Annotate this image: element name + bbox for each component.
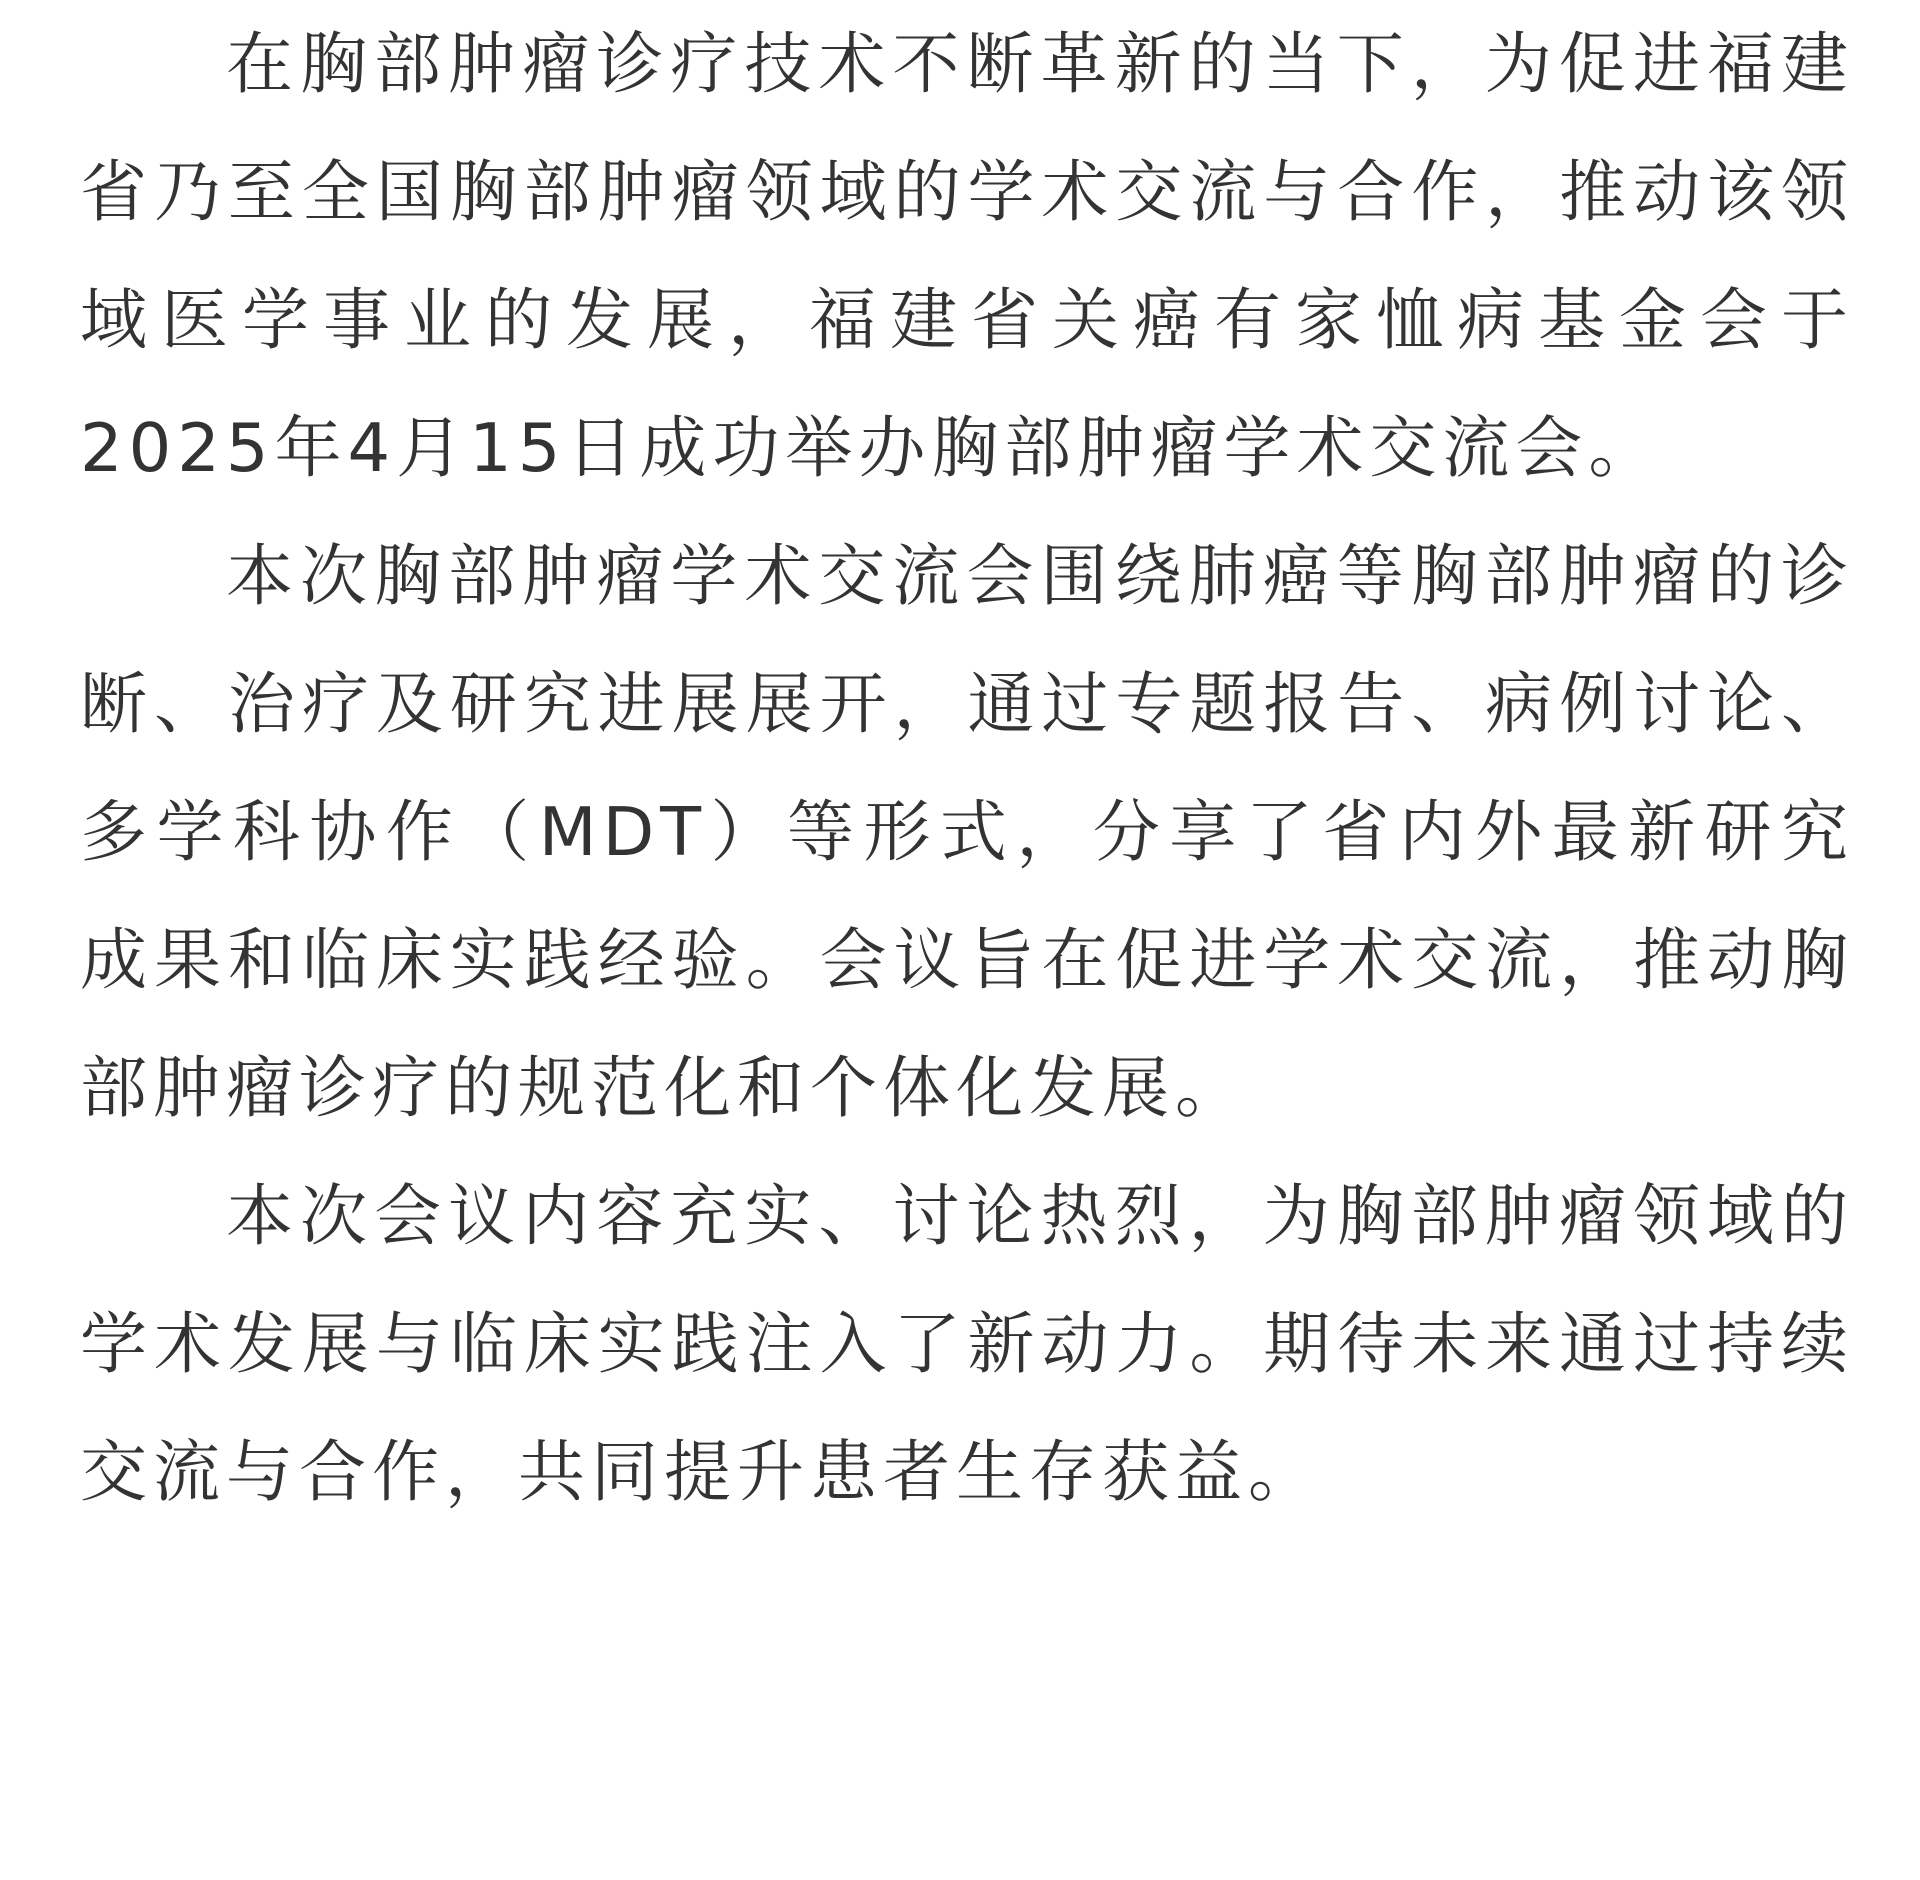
paragraph-conclusion: 本次会议内容充实、讨论热烈，为胸部肿瘤领域的学术发展与临床实践注入了新动力。期待未来通过持续交流与合作，共同提升患者生存获益。 <box>80 1177 1854 1511</box>
article-body <box>80 0 1854 1536</box>
paragraph-intro: 在胸部肿瘤诊疗技术不断革新的当下，为促进福建省乃至全国胸部肿瘤领域的学术交流与合作，推动该领域医学事业的发展，福建省关癌有家恤病基金会于2025年4月15日成功举办胸部肿瘤学术交流会。 <box>80 25 1854 487</box>
paragraph-content: 本次胸部肿瘤学术交流会围绕肺癌等胸部肿瘤的诊断、治疗及研究进展展开，通过专题报告、病例讨论、多学科协作（MDT）等形式，分享了省内外最新研究成果和临床实践经验。会议旨在促进学术交流，推动胸部肿瘤诊疗的规范化和个体化发展。 <box>80 537 1854 1127</box>
